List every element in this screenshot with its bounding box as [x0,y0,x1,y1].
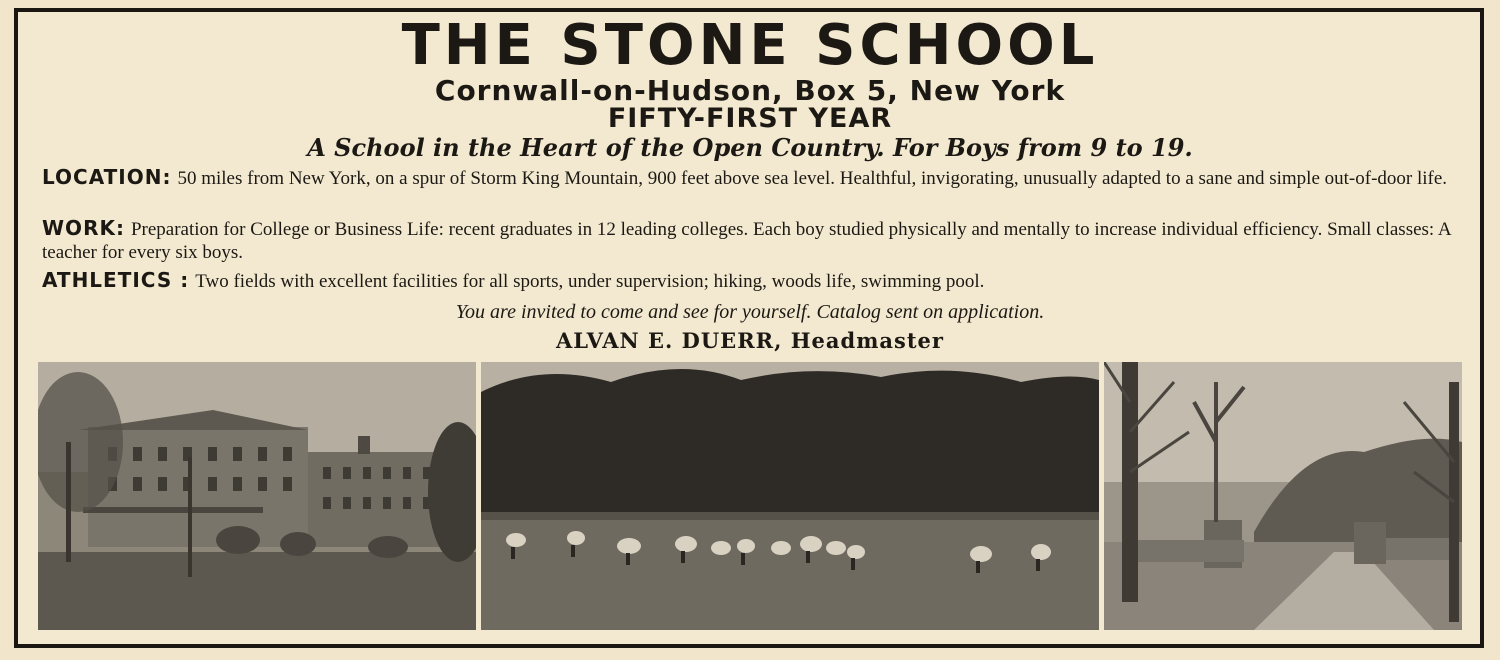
football-field-photo [481,362,1099,630]
athletics-text: Two fields with excellent facilities for all sports, under supervision; hiking, woods life, swimming pool. [195,271,985,292]
school-year: FIFTY-FIRST YEAR [607,103,893,134]
school-buildings-photo [38,362,476,630]
school-buildings-image [38,362,476,630]
stone-gate-photo [1104,362,1462,630]
location-label: LOCATION: [42,165,172,189]
location-text: 50 miles from New York, on a spur of Storm King Mountain, 900 feet above sea level. Healthful, invigorating, unusually adapted to a sane and simple out-of-door life. [177,168,1448,189]
headmaster-line: ALVAN E. DUERR, Headmaster [556,328,944,353]
school-tagline: A School in the Heart of the Open Country. For Boys from 9 to 19. [307,133,1193,162]
work-label: WORK: [42,216,125,240]
athletics-section [42,269,1474,293]
work-section [42,217,1474,264]
stone-gate-image [1104,362,1462,630]
school-address: Cornwall-on-Hudson, Box 5, New York [434,74,1066,107]
school-title: THE STONE SCHOOL [401,13,1099,78]
football-field-image [481,362,1099,630]
location-section [42,166,1474,190]
work-text: Preparation for College or Business Life: recent graduates in 12 leading colleges. Each boy studied physically and mentally to increase individual efficiency. Small classes: A teacher for every six boys. [42,219,1451,263]
athletics-label: ATHLETICS : [42,268,190,292]
invitation-line: You are invited to come and see for yourself. Catalog sent on application. [455,301,1045,323]
